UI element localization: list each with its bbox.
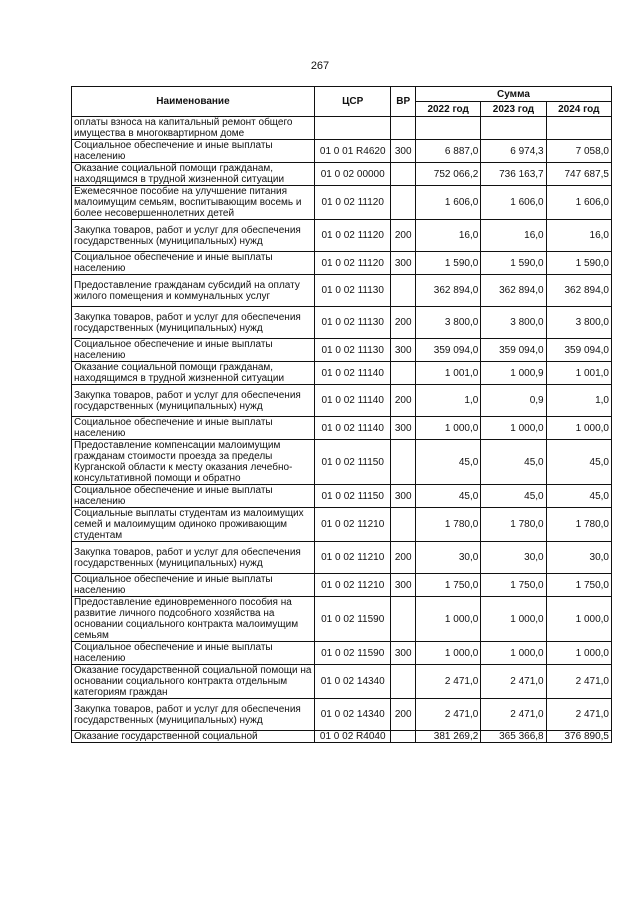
row-amount-2024: 1 606,0 bbox=[546, 186, 611, 220]
row-name: Социальное обеспечение и иные выплаты населению bbox=[72, 140, 315, 163]
row-name: Оказание социальной помощи гражданам, находящимся в трудной жизненной ситуации bbox=[72, 163, 315, 186]
table-row bbox=[72, 220, 612, 252]
row-amount-2022: 1 606,0 bbox=[415, 186, 480, 220]
row-amount-2022: 1,0 bbox=[415, 385, 480, 417]
row-amount-2022 bbox=[415, 117, 480, 140]
table-row bbox=[72, 485, 612, 508]
row-amount-2023: 1 000,9 bbox=[481, 362, 546, 385]
row-csr: 01 0 02 00000 bbox=[314, 163, 391, 186]
row-name: Закупка товаров, работ и услуг для обеспечения государственных (муниципальных) нужд bbox=[72, 385, 315, 417]
row-vr bbox=[391, 362, 415, 385]
table-row bbox=[72, 731, 612, 743]
row-amount-2022: 45,0 bbox=[415, 440, 480, 485]
row-amount-2022: 1 590,0 bbox=[415, 252, 480, 275]
row-vr: 200 bbox=[391, 307, 415, 339]
row-csr: 01 0 02 11140 bbox=[314, 417, 391, 440]
row-vr: 300 bbox=[391, 417, 415, 440]
table-row bbox=[72, 542, 612, 574]
row-name: Предоставление гражданам субсидий на оплату жилого помещения и коммунальных услуг bbox=[72, 275, 315, 307]
row-amount-2023: 1 000,0 bbox=[481, 597, 546, 642]
row-amount-2022: 752 066,2 bbox=[415, 163, 480, 186]
table-row bbox=[72, 597, 612, 642]
row-vr bbox=[391, 731, 415, 743]
header-year-2022: 2022 год bbox=[415, 102, 480, 117]
row-amount-2022: 6 887,0 bbox=[415, 140, 480, 163]
page-number: 267 bbox=[310, 60, 330, 72]
table-row bbox=[72, 385, 612, 417]
row-name: оплаты взноса на капитальный ремонт общего имущества в многоквартирном доме bbox=[72, 117, 315, 140]
row-amount-2022: 16,0 bbox=[415, 220, 480, 252]
row-vr: 300 bbox=[391, 252, 415, 275]
row-amount-2022: 1 780,0 bbox=[415, 508, 480, 542]
row-amount-2023: 45,0 bbox=[481, 440, 546, 485]
row-amount-2022: 45,0 bbox=[415, 485, 480, 508]
row-amount-2022: 381 269,2 bbox=[415, 731, 480, 743]
table-row bbox=[72, 574, 612, 597]
row-amount-2022: 1 000,0 bbox=[415, 642, 480, 665]
row-csr: 01 0 02 11140 bbox=[314, 362, 391, 385]
row-csr: 01 0 02 11210 bbox=[314, 508, 391, 542]
row-name: Закупка товаров, работ и услуг для обеспечения государственных (муниципальных) нужд bbox=[72, 220, 315, 252]
table-row bbox=[72, 252, 612, 275]
row-name: Социальное обеспечение и иные выплаты населению bbox=[72, 417, 315, 440]
row-vr: 200 bbox=[391, 220, 415, 252]
row-vr: 300 bbox=[391, 642, 415, 665]
row-amount-2022: 1 750,0 bbox=[415, 574, 480, 597]
row-csr: 01 0 02 11120 bbox=[314, 252, 391, 275]
header-csr: ЦСР bbox=[314, 87, 391, 117]
table-body bbox=[72, 117, 612, 743]
budget-table bbox=[71, 86, 612, 743]
row-amount-2022: 30,0 bbox=[415, 542, 480, 574]
row-name: Оказание социальной помощи гражданам, находящимся в трудной жизненной ситуации bbox=[72, 362, 315, 385]
header-name: Наименование bbox=[72, 87, 315, 117]
row-csr: 01 0 01 R4620 bbox=[314, 140, 391, 163]
row-vr: 200 bbox=[391, 385, 415, 417]
row-csr: 01 0 02 14340 bbox=[314, 665, 391, 699]
row-vr bbox=[391, 117, 415, 140]
row-vr: 300 bbox=[391, 485, 415, 508]
row-csr: 01 0 02 11590 bbox=[314, 642, 391, 665]
row-vr: 200 bbox=[391, 542, 415, 574]
row-amount-2023: 736 163,7 bbox=[481, 163, 546, 186]
row-name: Оказание государственной социальной помощи на основании социального контракта отдельным категориям граждан bbox=[72, 665, 315, 699]
row-amount-2024: 1 001,0 bbox=[546, 362, 611, 385]
row-csr: 01 0 02 11150 bbox=[314, 440, 391, 485]
row-amount-2022: 2 471,0 bbox=[415, 665, 480, 699]
row-amount-2024: 1 780,0 bbox=[546, 508, 611, 542]
row-csr bbox=[314, 117, 391, 140]
header-row bbox=[72, 87, 612, 102]
row-amount-2024: 359 094,0 bbox=[546, 339, 611, 362]
row-amount-2023: 1 750,0 bbox=[481, 574, 546, 597]
table-row bbox=[72, 339, 612, 362]
row-name: Социальное обеспечение и иные выплаты населению bbox=[72, 252, 315, 275]
row-csr: 01 0 02 11140 bbox=[314, 385, 391, 417]
row-amount-2024 bbox=[546, 117, 611, 140]
row-amount-2024: 1 000,0 bbox=[546, 642, 611, 665]
row-vr bbox=[391, 665, 415, 699]
row-csr: 01 0 02 R4040 bbox=[314, 731, 391, 743]
row-vr bbox=[391, 275, 415, 307]
row-vr: 300 bbox=[391, 339, 415, 362]
row-name: Ежемесячное пособие на улучшение питания малоимущим семьям, воспитывающим восемь и более несовершеннолетних детей bbox=[72, 186, 315, 220]
table-row bbox=[72, 642, 612, 665]
row-csr: 01 0 02 11590 bbox=[314, 597, 391, 642]
row-name: Социальное обеспечение и иные выплаты населению bbox=[72, 485, 315, 508]
header-vr: ВР bbox=[391, 87, 415, 117]
table-row bbox=[72, 186, 612, 220]
row-amount-2024: 30,0 bbox=[546, 542, 611, 574]
row-vr bbox=[391, 186, 415, 220]
row-name: Социальное обеспечение и иные выплаты населению bbox=[72, 339, 315, 362]
table-row bbox=[72, 275, 612, 307]
row-amount-2022: 1 000,0 bbox=[415, 597, 480, 642]
row-amount-2024: 7 058,0 bbox=[546, 140, 611, 163]
header-year-2023: 2023 год bbox=[481, 102, 546, 117]
row-vr: 300 bbox=[391, 140, 415, 163]
row-amount-2023: 1 000,0 bbox=[481, 417, 546, 440]
row-amount-2022: 1 000,0 bbox=[415, 417, 480, 440]
row-vr bbox=[391, 163, 415, 186]
header-year-2024: 2024 год bbox=[546, 102, 611, 117]
row-amount-2023: 2 471,0 bbox=[481, 699, 546, 731]
row-amount-2023: 1 780,0 bbox=[481, 508, 546, 542]
row-csr: 01 0 02 11130 bbox=[314, 275, 391, 307]
row-amount-2023: 45,0 bbox=[481, 485, 546, 508]
row-csr: 01 0 02 11130 bbox=[314, 307, 391, 339]
row-amount-2023: 362 894,0 bbox=[481, 275, 546, 307]
row-amount-2022: 359 094,0 bbox=[415, 339, 480, 362]
table-row bbox=[72, 307, 612, 339]
header-sum: Сумма bbox=[415, 87, 611, 102]
row-vr bbox=[391, 508, 415, 542]
row-amount-2023: 0,9 bbox=[481, 385, 546, 417]
row-amount-2023: 16,0 bbox=[481, 220, 546, 252]
row-vr bbox=[391, 597, 415, 642]
row-name: Закупка товаров, работ и услуг для обеспечения государственных (муниципальных) нужд bbox=[72, 699, 315, 731]
row-amount-2024: 747 687,5 bbox=[546, 163, 611, 186]
row-amount-2024: 3 800,0 bbox=[546, 307, 611, 339]
row-amount-2024: 45,0 bbox=[546, 485, 611, 508]
table-row bbox=[72, 163, 612, 186]
row-amount-2024: 16,0 bbox=[546, 220, 611, 252]
row-amount-2024: 376 890,5 bbox=[546, 731, 611, 743]
row-vr bbox=[391, 440, 415, 485]
row-amount-2023: 359 094,0 bbox=[481, 339, 546, 362]
row-name: Предоставление единовременного пособия на развитие личного подсобного хозяйства на основании социального контракта малоимущим семьям bbox=[72, 597, 315, 642]
row-amount-2024: 45,0 bbox=[546, 440, 611, 485]
row-amount-2023: 1 000,0 bbox=[481, 642, 546, 665]
row-amount-2024: 2 471,0 bbox=[546, 699, 611, 731]
row-amount-2023: 1 606,0 bbox=[481, 186, 546, 220]
table-row bbox=[72, 417, 612, 440]
row-name: Закупка товаров, работ и услуг для обеспечения государственных (муниципальных) нужд bbox=[72, 542, 315, 574]
row-amount-2023: 30,0 bbox=[481, 542, 546, 574]
table-row bbox=[72, 699, 612, 731]
row-csr: 01 0 02 14340 bbox=[314, 699, 391, 731]
table-row bbox=[72, 117, 612, 140]
row-amount-2024: 1 750,0 bbox=[546, 574, 611, 597]
row-csr: 01 0 02 11210 bbox=[314, 542, 391, 574]
row-amount-2022: 362 894,0 bbox=[415, 275, 480, 307]
row-amount-2023: 6 974,3 bbox=[481, 140, 546, 163]
row-amount-2024: 1 000,0 bbox=[546, 597, 611, 642]
row-vr: 200 bbox=[391, 699, 415, 731]
row-amount-2024: 1 590,0 bbox=[546, 252, 611, 275]
table-row bbox=[72, 665, 612, 699]
row-name: Предоставление компенсации малоимущим гражданам стоимости проезда за пределы Курганской области к месту оказания лечебно-консультативной помощи и обратно bbox=[72, 440, 315, 485]
row-csr: 01 0 02 11150 bbox=[314, 485, 391, 508]
row-csr: 01 0 02 11130 bbox=[314, 339, 391, 362]
row-name: Социальное обеспечение и иные выплаты населению bbox=[72, 642, 315, 665]
row-amount-2024: 2 471,0 bbox=[546, 665, 611, 699]
row-csr: 01 0 02 11210 bbox=[314, 574, 391, 597]
row-csr: 01 0 02 11120 bbox=[314, 186, 391, 220]
table-row bbox=[72, 362, 612, 385]
row-amount-2024: 1,0 bbox=[546, 385, 611, 417]
row-name: Оказание государственной социальной bbox=[72, 731, 315, 743]
row-amount-2023: 3 800,0 bbox=[481, 307, 546, 339]
row-name: Социальное обеспечение и иные выплаты населению bbox=[72, 574, 315, 597]
table-row bbox=[72, 440, 612, 485]
row-amount-2024: 1 000,0 bbox=[546, 417, 611, 440]
row-vr: 300 bbox=[391, 574, 415, 597]
row-csr: 01 0 02 11120 bbox=[314, 220, 391, 252]
table-row bbox=[72, 508, 612, 542]
row-amount-2022: 1 001,0 bbox=[415, 362, 480, 385]
row-amount-2023: 1 590,0 bbox=[481, 252, 546, 275]
table-row bbox=[72, 140, 612, 163]
row-amount-2023 bbox=[481, 117, 546, 140]
row-name: Социальные выплаты студентам из малоимущих семей и малоимущим одиноко проживающим студентам bbox=[72, 508, 315, 542]
row-amount-2024: 362 894,0 bbox=[546, 275, 611, 307]
row-amount-2022: 3 800,0 bbox=[415, 307, 480, 339]
row-amount-2023: 365 366,8 bbox=[481, 731, 546, 743]
row-amount-2022: 2 471,0 bbox=[415, 699, 480, 731]
row-name: Закупка товаров, работ и услуг для обеспечения государственных (муниципальных) нужд bbox=[72, 307, 315, 339]
row-amount-2023: 2 471,0 bbox=[481, 665, 546, 699]
